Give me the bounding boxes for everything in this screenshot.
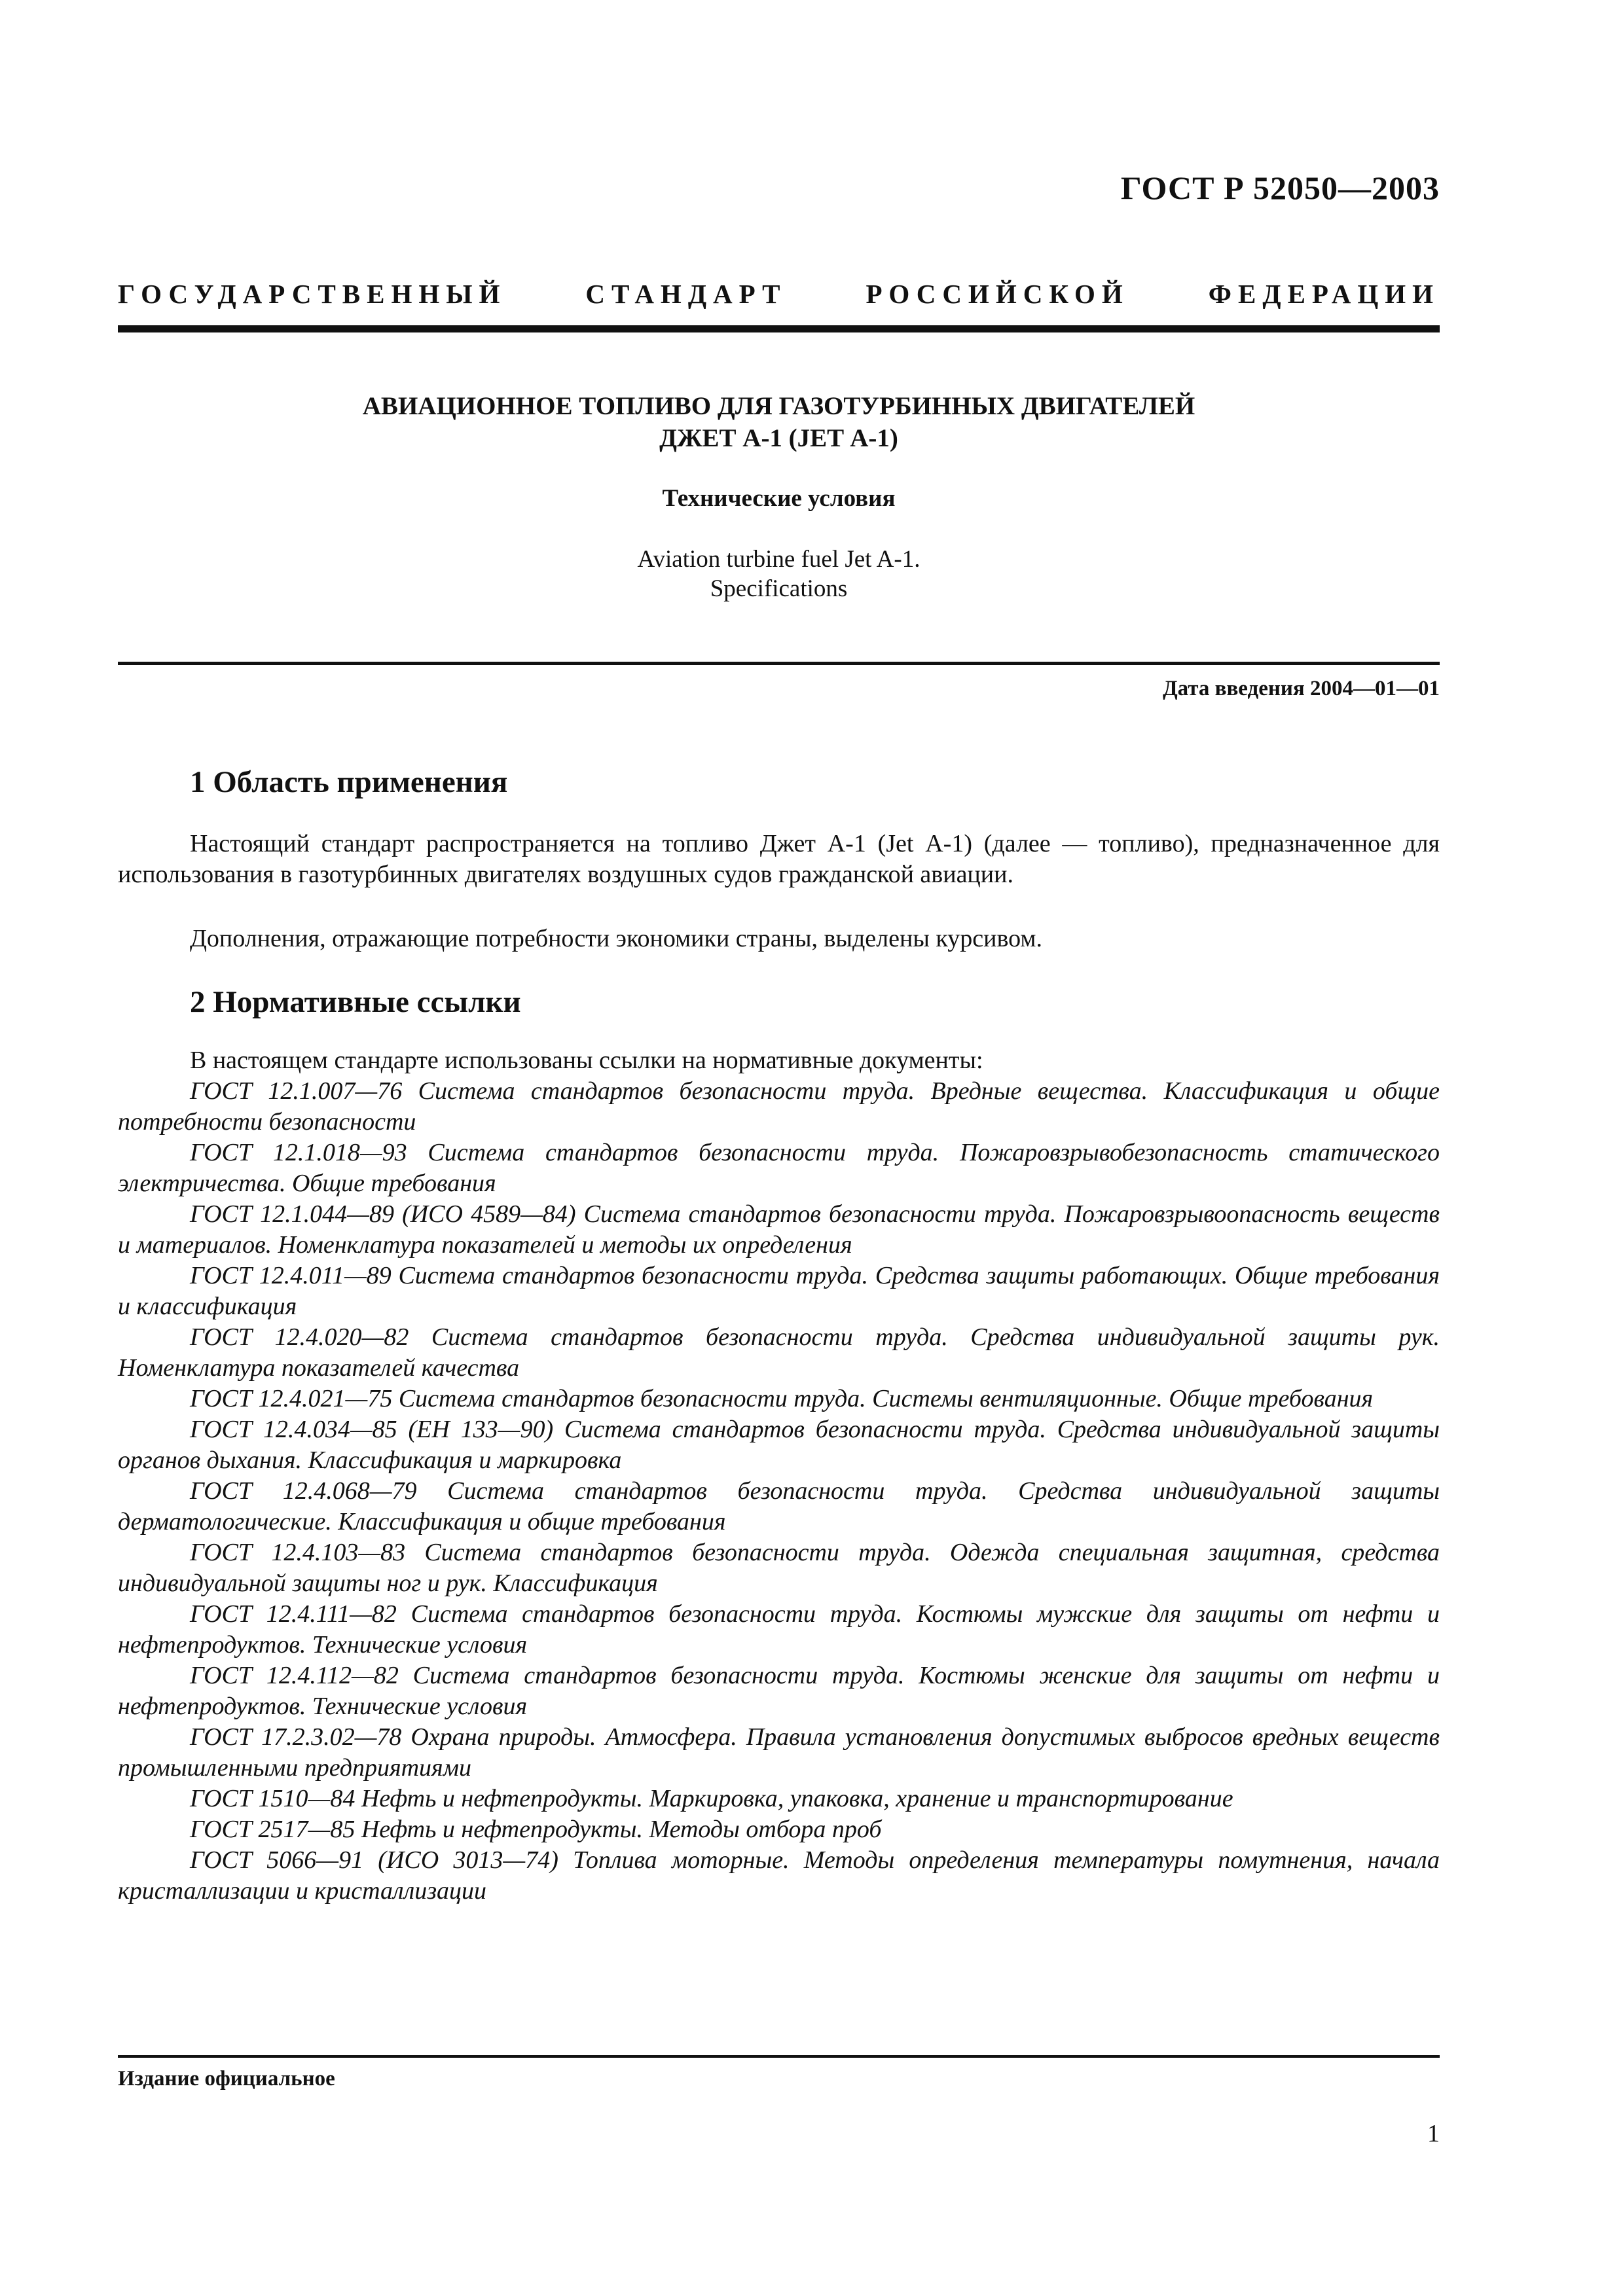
section-1-paragraph-2: Дополнения, отражающие потребности экономики страны, выделены курсивом. bbox=[190, 925, 1042, 952]
title-line-2: ДЖЕТ А-1 (JET А-1) bbox=[659, 424, 898, 452]
official-edition-label: Издание официальное bbox=[118, 2067, 335, 2090]
reference-item: ГОСТ 17.2.3.02—78 Охрана природы. Атмосфера. Правила установления допустимых выбросов вредных веществ промышленными предприятиями bbox=[118, 1723, 1440, 1782]
state-standard-heading: ГОСУДАРСТВЕННЫЙ СТАНДАРТ РОССИЙСКОЙ ФЕДЕРАЦИИ bbox=[118, 279, 1440, 309]
title-line-1: АВИАЦИОННОЕ ТОПЛИВО ДЛЯ ГАЗОТУРБИННЫХ ДВИГАТЕЛЕЙ bbox=[362, 392, 1195, 420]
references-intro: В настоящем стандарте использованы ссылки на нормативные документы: bbox=[190, 1047, 983, 1074]
reference-item: ГОСТ 5066—91 (ИСО 3013—74) Топлива моторные. Методы определения температуры помутнения, начала кристаллизации и кристаллизации bbox=[118, 1846, 1440, 1905]
footer-divider bbox=[118, 2055, 1440, 2058]
reference-item: ГОСТ 12.4.068—79 Система стандартов безопасности труда. Средства индивидуальной защиты дерматологические. Классификация и общие требования bbox=[118, 1477, 1440, 1535]
reference-item: ГОСТ 1510—84 Нефть и нефтепродукты. Маркировка, упаковка, хранение и транспортирование bbox=[190, 1785, 1233, 1812]
section-1-heading: 1 Область применения bbox=[190, 765, 508, 799]
page-number: 1 bbox=[1427, 2120, 1440, 2147]
reference-item: ГОСТ 12.1.007—76 Система стандартов безопасности труда. Вредные вещества. Классификация и общие потребности безопасности bbox=[118, 1077, 1440, 1136]
references-list bbox=[118, 1045, 1440, 1907]
section-1-paragraph-1: Настоящий стандарт распространяется на топливо Джет А-1 (Jet А-1) (далее — топливо), предназначенное для использования в газотурбинных двигателях воздушных судов гражданской авиации. bbox=[118, 830, 1440, 888]
standard-code: ГОСТ Р 52050—2003 bbox=[1120, 170, 1440, 206]
reference-item: ГОСТ 12.4.112—82 Система стандартов безопасности труда. Костюмы женские для защиты от нефти и нефтепродуктов. Технические условия bbox=[118, 1662, 1440, 1720]
reference-item: ГОСТ 12.4.011—89 Система стандартов безопасности труда. Средства защиты работающих. Общие требования и классификация bbox=[118, 1262, 1440, 1320]
reference-item: ГОСТ 12.4.111—82 Система стандартов безопасности труда. Костюмы мужские для защиты от нефти и нефтепродуктов. Технические условия bbox=[118, 1600, 1440, 1659]
reference-item: ГОСТ 12.1.044—89 (ИСО 4589—84) Система стандартов безопасности труда. Пожаровзрывоопасность веществ и материалов. Номенклатура показателей и методы их определения bbox=[118, 1200, 1440, 1259]
reference-item: ГОСТ 2517—85 Нефть и нефтепродукты. Методы отбора проб bbox=[190, 1816, 882, 1843]
title-divider bbox=[118, 662, 1440, 665]
reference-item: ГОСТ 12.1.018—93 Система стандартов безопасности труда. Пожаровзрывобезопасность статического электричества. Общие требования bbox=[118, 1139, 1440, 1197]
reference-item: ГОСТ 12.4.020—82 Система стандартов безопасности труда. Средства индивидуальной защиты рук. Номенклатура показателей качества bbox=[118, 1323, 1440, 1382]
intro-date: Дата введения 2004—01—01 bbox=[1162, 677, 1440, 700]
english-title-line-2: Specifications bbox=[710, 575, 848, 602]
reference-item: ГОСТ 12.4.034—85 (ЕН 133—90) Система стандартов безопасности труда. Средства индивидуальной защиты органов дыхания. Классификация и маркировка bbox=[118, 1416, 1440, 1474]
reference-item: ГОСТ 12.4.103—83 Система стандартов безопасности труда. Одежда специальная защитная, средства индивидуальной защиты ног и рук. Классификация bbox=[118, 1539, 1440, 1597]
document-title bbox=[118, 390, 1440, 454]
document-subtitle: Технические условия bbox=[662, 485, 896, 512]
english-title bbox=[118, 545, 1440, 603]
reference-item: ГОСТ 12.4.021—75 Система стандартов безопасности труда. Системы вентиляционные. Общие требования bbox=[190, 1385, 1374, 1412]
english-title-line-1: Aviation turbine fuel Jet A-1. bbox=[637, 546, 921, 573]
section-2-heading: 2 Нормативные ссылки bbox=[190, 985, 521, 1019]
header-divider bbox=[118, 325, 1440, 332]
